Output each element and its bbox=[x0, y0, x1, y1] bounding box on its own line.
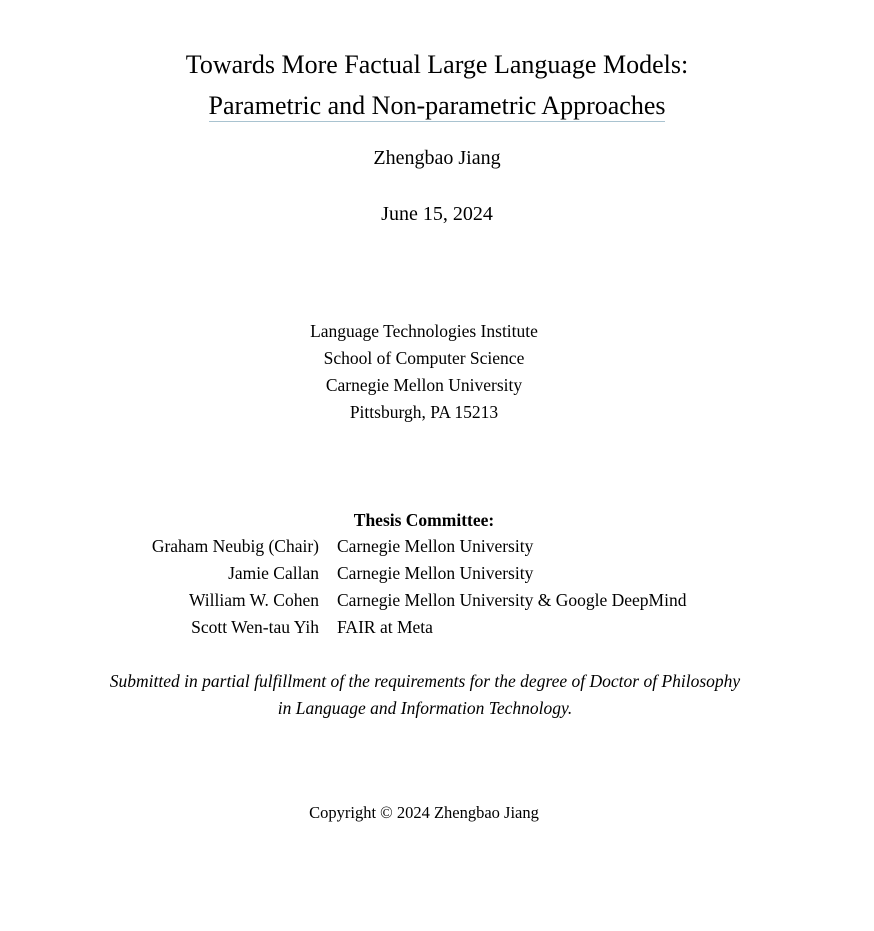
degree-statement bbox=[0, 668, 850, 722]
member-institution: Carnegie Mellon University bbox=[337, 536, 534, 556]
degree-statement-line-2: in Language and Information Technology. bbox=[277, 698, 573, 718]
member-institution: FAIR at Meta bbox=[337, 617, 433, 637]
copyright-notice: Copyright © 2024 Zhengbao Jiang bbox=[309, 803, 539, 822]
member-name: Graham Neubig (Chair) bbox=[151, 536, 319, 556]
committee-member bbox=[0, 560, 874, 587]
affiliation-block bbox=[0, 318, 848, 426]
title-line-2-text: Parametric and Non-parametric Approaches bbox=[208, 91, 666, 120]
committee-heading: Thesis Committee: bbox=[353, 510, 495, 530]
member-name: Scott Wen-tau Yih bbox=[191, 617, 319, 637]
committee-member bbox=[0, 533, 874, 560]
degree-statement-line-1: Submitted in partial fulfillment of the requirements for the degree of Doctor of Philosophy bbox=[109, 671, 741, 691]
thesis-title bbox=[0, 44, 874, 126]
member-institution: Carnegie Mellon University bbox=[337, 563, 534, 583]
member-name: Jamie Callan bbox=[228, 563, 319, 583]
university-name: Carnegie Mellon University bbox=[325, 375, 523, 395]
submission-date: June 15, 2024 bbox=[381, 203, 493, 225]
member-name: William W. Cohen bbox=[188, 590, 319, 610]
title-line-2 bbox=[0, 85, 874, 126]
institute-name: Language Technologies Institute bbox=[310, 321, 538, 341]
committee-member bbox=[0, 614, 874, 641]
title-line-1: Towards More Factual Large Language Models: bbox=[185, 50, 689, 79]
committee-member bbox=[0, 587, 874, 614]
school-name: School of Computer Science bbox=[323, 348, 525, 368]
university-address: Pittsburgh, PA 15213 bbox=[349, 402, 499, 422]
author-name: Zhengbao Jiang bbox=[373, 147, 501, 169]
member-institution: Carnegie Mellon University & Google DeepMind bbox=[337, 590, 687, 610]
committee-list bbox=[0, 533, 874, 641]
